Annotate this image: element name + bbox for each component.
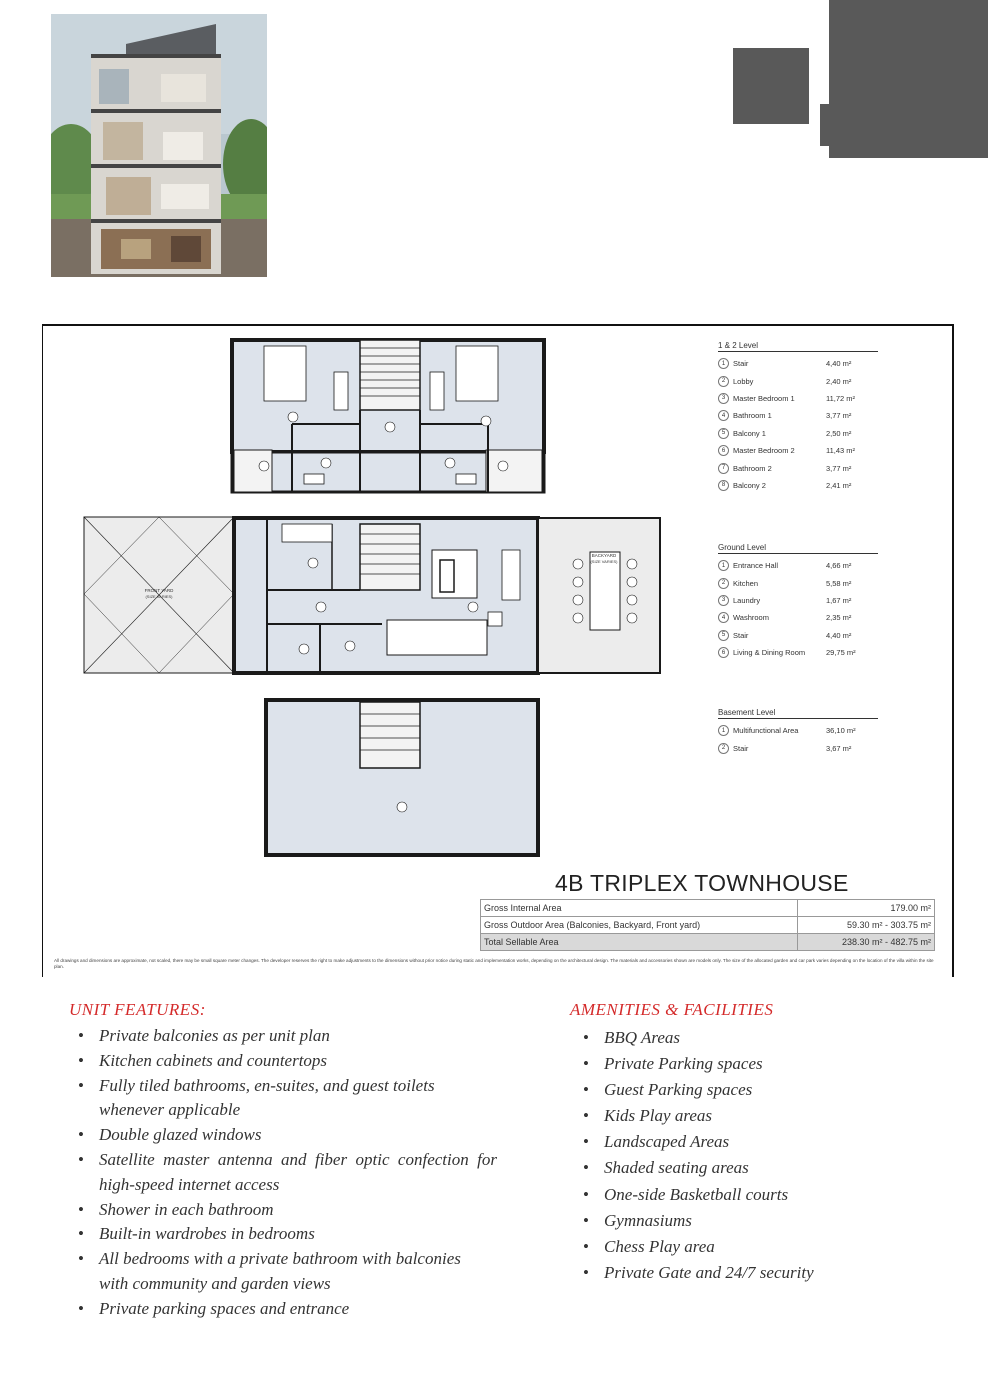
list-item: • Gymnasiums [574,1208,974,1234]
area-value: 59.30 m² - 303.75 m² [798,917,935,934]
legend-row: 4 Washroom 2,35 m² [718,609,878,626]
area-value: 238.30 m² - 482.75 m² [798,934,935,951]
legend-row: 8 Balcony 2 2,41 m² [718,477,878,494]
list-item: • Satellite master antenna and fiber optic confection for high-speed internet access [69,1148,497,1198]
area-label: Gross Internal Area [481,900,798,917]
townhouse-cutaway-image [51,14,267,277]
list-item: • One-side Basketball courts [574,1182,974,1208]
list-item: • All bedrooms with a private bathroom with balconies with community and garden views [69,1247,479,1297]
list-item: • Chess Play area [574,1234,974,1260]
list-item: • Private Parking spaces [574,1051,974,1077]
front-yard-size-note: (SIZE VARIES) [145,594,173,599]
unit-features-list [69,1024,499,1322]
legend-title: Ground Level [718,543,878,554]
list-item: • Shaded seating areas [574,1155,974,1181]
list-item: • Private Gate and 24/7 security [574,1260,974,1286]
list-item: • Private balconies as per unit plan [69,1024,499,1049]
legend-row: 1 Stair 4,40 m² [718,355,878,372]
legend-row: 3 Master Bedroom 1 11,72 m² [718,390,878,407]
list-item: • Built-in wardrobes in bedrooms [69,1222,499,1247]
legend-upper-levels [718,341,878,494]
list-item: • Private parking spaces and entrance [69,1297,499,1322]
amenities-list [574,1025,974,1286]
area-label: Total Sellable Area [481,934,798,951]
decorative-block-large [829,0,988,158]
backyard-size-note: (SIZE VARIES) [590,559,618,564]
legend-row: 7 Bathroom 2 3,77 m² [718,459,878,476]
legend-ground-level [718,543,878,661]
legend-row: 4 Bathroom 1 3,77 m² [718,407,878,424]
basement-level-plan [266,700,538,855]
table-row [481,900,935,917]
legend-title: Basement Level [718,708,878,719]
unit-title: 4B TRIPLEX TOWNHOUSE [555,870,849,896]
area-value: 179.00 m² [798,900,935,917]
legend-row: 5 Balcony 1 2,50 m² [718,425,878,442]
front-yard-label: FRONT YARD [144,588,174,593]
unit-features-title: UNIT FEATURES: [69,1000,206,1019]
legend-row: 3 Laundry 1,67 m² [718,592,878,609]
disclaimer-text: All drawings and dimensions are approximate, not scaled, there may be small square meter changes. The developer reserves the right to make adjustments to the dimensions without prior notice during static and implementation works, depending on the architectural design. The materials and accessories shown are models only. The size of the allocated garden and car park varies depending on the location of the villa within the site plan. [54,958,934,969]
legend-row: 5 Stair 4,40 m² [718,627,878,644]
list-item: • Landscaped Areas [574,1129,974,1155]
list-item: • Double glazed windows [69,1123,499,1148]
legend-basement-level [718,708,878,757]
backyard-label: BACKYARD [591,553,617,558]
area-label: Gross Outdoor Area (Balconies, Backyard, Front yard) [481,917,798,934]
list-item: • Shower in each bathroom [69,1198,499,1223]
legend-title: 1 & 2 Level [718,341,878,352]
upper-level-plan [232,340,544,492]
legend-row: 6 Living & Dining Room 29,75 m² [718,644,878,661]
legend-row: 1 Entrance Hall 4,66 m² [718,557,878,574]
legend-row: 2 Kitchen 5,58 m² [718,574,878,591]
list-item: • Kids Play areas [574,1103,974,1129]
legend-row: 1 Multifunctional Area 36,10 m² [718,722,878,739]
amenities-title: AMENITIES & FACILITIES [570,1000,774,1019]
list-item: • Guest Parking spaces [574,1077,974,1103]
table-row-total [481,934,935,951]
decorative-block-small [733,48,809,124]
legend-row: 2 Lobby 2,40 m² [718,372,878,389]
decorative-block-strip [820,104,832,146]
list-item: • Kitchen cabinets and countertops [69,1049,499,1074]
table-row [481,917,935,934]
legend-row: 2 Stair 3,67 m² [718,739,878,756]
list-item: • BBQ Areas [574,1025,974,1051]
area-summary-table [480,899,935,951]
legend-row: 6 Master Bedroom 2 11,43 m² [718,442,878,459]
list-item: • Fully tiled bathrooms, en-suites, and guest toilets whenever applicable [69,1074,459,1124]
